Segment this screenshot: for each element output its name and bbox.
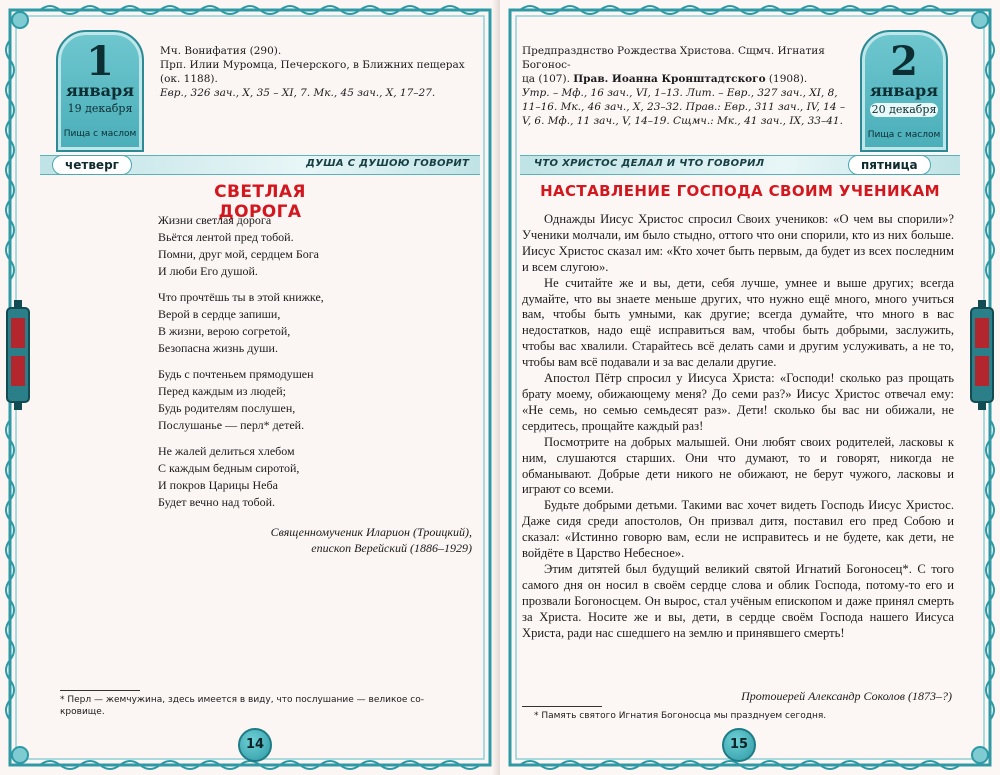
- poem-line: Что прочтёшь ты в этой книжке,: [158, 290, 324, 304]
- scripture-readings: Евр., 326 зач., Х, 35 – XI, 7. Мк., 45 зач., Х, 17–27.: [160, 87, 436, 99]
- stanza: [158, 212, 458, 280]
- footnote-right: * Память святого Игнатия Богоносца мы празднуем сегодня.: [534, 711, 827, 721]
- saints-list-left: [160, 44, 480, 100]
- saint-text: ца (107).: [522, 73, 574, 85]
- date-badge-right: [860, 30, 948, 152]
- page-number-right: 15: [722, 728, 756, 762]
- poem-author: [200, 524, 472, 556]
- food-rule: Пища с маслом: [63, 129, 137, 139]
- stanza: [158, 289, 458, 357]
- section-title-left: ДУША С ДУШОЮ ГОВОРИТ: [306, 158, 470, 169]
- poem-line: Безопасна жизнь души.: [158, 341, 278, 355]
- footnote-rule: [60, 690, 140, 691]
- date-badge-left: [56, 30, 144, 152]
- date-day: 2: [890, 38, 918, 85]
- paragraph: Будьте добрыми детьми. Такими вас хочет видеть Господь Иисус Христос. Даже сидя среди апостолов, Он призвал дитя, поставил его пред Собою и сказал: «Истинно говорю вам, если не исправитесь и не будете, как дети, не войдёте в Царство Небесное».: [522, 498, 954, 561]
- footnote-line: кровище.: [60, 707, 105, 717]
- stanza: [158, 443, 458, 511]
- stanza: [158, 366, 458, 434]
- poem-line: Жизни светлая дорога: [158, 213, 272, 227]
- article-title: НАСТАВЛЕНИЕ ГОСПОДА СВОИМ УЧЕНИКАМ: [540, 182, 940, 200]
- paragraph: Не считайте же и вы, дети, себя лучше, умнее и выше других; всегда думайте, что вы знаете меньше других, что нужно ещё много, много учиться вам, чтобы быть умными, как другие; всегда думайте, что много в вас недостатков, надо ещё исправиться вам, чтобы быть добрыми, заслужить, чтобы вас хвалили. Старайтесь всё делать сами и другим услуживать, а не то, чтобы вам всё подавали и за вас делали другие.: [522, 275, 954, 370]
- old-style-date: 20 декабря: [871, 103, 937, 116]
- footnote-left: [60, 694, 480, 718]
- footnote-rule: [522, 706, 602, 707]
- poem-line: С каждым бедным сиротой,: [158, 461, 300, 475]
- poem-line: И покров Царицы Неба: [158, 478, 278, 492]
- section-title-right: ЧТО ХРИСТОС ДЕЛАЛ И ЧТО ГОВОРИЛ: [534, 158, 765, 169]
- poem-line: Будет вечно над тобой.: [158, 495, 276, 509]
- page-number-left: 14: [238, 728, 272, 762]
- author-name: Священномученик Иларион (Троицкий),: [270, 525, 472, 539]
- paragraph: Однажды Иисус Христос спросил Своих учеников: «О чем вы спорили»? Ученики молчали, им было стыдно, оттого что они спорили, кто из них больше. Иисус Христос сказал им: «Кто хочет быть первым, да будет из всех последним и всем слугою».: [522, 212, 954, 274]
- poem-line: Будь с почтеньем прямодушен: [158, 367, 314, 381]
- food-rule: Пища с маслом: [867, 130, 941, 140]
- author-title: епископ Верейский (1886–1929): [311, 541, 472, 555]
- paragraph: Апостол Пётр спросил у Иисуса Христа: «Господи! сколько раз прощать брату моему, обижающему меня? До семи раз?» Иисус Христос отвечал ему: «Не семь, но семью семьдесят раз». Дети! сколько бы вас ни обижали, не сердитесь, прощайте каждый раз!: [522, 371, 954, 433]
- poem-line: Перед каждым из людей;: [158, 384, 286, 398]
- footnote-line: * Перл — жемчужина, здесь имеется в виду, что послушание — великое со-: [60, 695, 425, 705]
- paragraph: Этим дитятей был будущий великий святой Игнатий Богоносец*. С того самого дня он носил в своём сердце слова и облик Господа, потому-то его и прозвали Богоносцем. Он вырос, стал учёным епископом и даже принял смерть за Христа. Носите же и вы, дети, в сердце своём Господа нашего Иисуса Христа, ради нас сшедшего на землю и принявшего смерть!: [522, 561, 954, 640]
- article-body: [522, 212, 954, 641]
- scripture-readings: V, 6. Мф., 11 зач., V, 14–19. Сщмч.: Мк., 41 зач., IX, 33–41.: [522, 115, 843, 127]
- scripture-readings: Утр. – Мф., 16 зач., VI, 1–13. Лит. – Евр., 327 зач., XI, 8,: [522, 87, 838, 99]
- poem-line: В жизни, верою согретой,: [158, 324, 291, 338]
- poem-line: Верой в сердце запиши,: [158, 307, 281, 321]
- weekday-right: пятница: [848, 155, 931, 175]
- poem-line: Помни, друг мой, сердцем Бога: [158, 247, 319, 261]
- poem: [158, 212, 458, 520]
- poem-line: Не жалей делиться хлебом: [158, 444, 295, 458]
- saint-entry: [522, 72, 854, 86]
- scripture-readings: 11–16. Мк., 46 зач., X, 23–32. Прав.: Евр., 311 зач., IV, 14 –: [522, 101, 846, 113]
- saint-entry: Прп. Илии Муромца, Печерского, в Ближних пещерах (ок. 1188).: [160, 59, 465, 85]
- article-author: Протоиерей Александр Соколов (1873–?): [741, 689, 952, 703]
- right-page: [500, 0, 1000, 775]
- saint-text: (1908).: [765, 73, 808, 85]
- old-style-date: 19 декабря: [67, 102, 133, 115]
- poem-title: СВЕТЛАЯ ДОРОГА: [214, 182, 306, 222]
- paragraph: Посмотрите на добрых малышей. Они любят своих родителей, ласковы к ним, слушаются старших. Они что думают, то и говорят, никогда не обманывают. Добрые дети никого не обижают, не берут чужого, ласковы и играют со всеми.: [522, 434, 954, 497]
- saint-entry: Предпразднство Рождества Христова. Сщмч. Игнатия Богонос-: [522, 45, 825, 71]
- poem-line: Послушанье — перл* детей.: [158, 418, 305, 432]
- poem-line: И люби Его душой.: [158, 264, 258, 278]
- lantern-ornament-right: [968, 300, 996, 410]
- saints-list-right: [522, 44, 854, 128]
- saint-highlight: Прав. Иоанна Кронштадтского: [573, 73, 766, 85]
- poem-line: Будь родителям послушен,: [158, 401, 296, 415]
- lantern-ornament-left: [4, 300, 32, 410]
- weekday-left: четверг: [52, 155, 132, 175]
- date-month: января: [869, 81, 939, 100]
- date-month: января: [65, 81, 135, 100]
- poem-line: Вьётся лентой пред тобой.: [158, 230, 294, 244]
- date-day: 1: [86, 38, 114, 85]
- saint-entry: Мч. Вонифатия (290).: [160, 45, 282, 57]
